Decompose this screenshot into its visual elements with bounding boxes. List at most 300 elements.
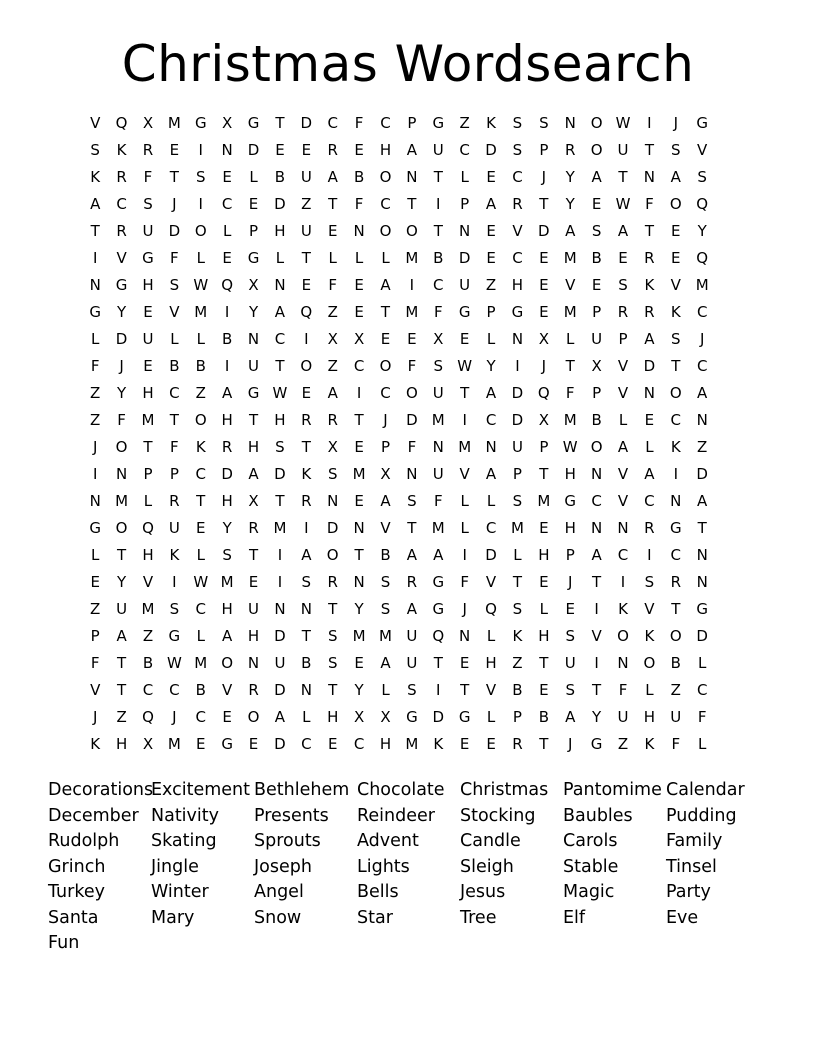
grid-letter: O: [326, 546, 339, 564]
grid-letter: D: [274, 735, 286, 753]
grid-letter: F: [90, 654, 100, 672]
grid-letter: M: [352, 627, 366, 645]
grid-letter: J: [92, 438, 98, 456]
grid-letter: S: [169, 600, 180, 618]
grid-letter: L: [196, 249, 205, 267]
grid-letter: U: [591, 330, 603, 348]
grid-letter: R: [248, 681, 259, 699]
grid-letter: X: [248, 276, 259, 294]
word-list-item: Christmas: [460, 780, 549, 800]
grid-letter: C: [512, 168, 523, 186]
grid-letter: C: [696, 303, 708, 321]
grid-letter: T: [196, 492, 206, 510]
grid-letter: Z: [116, 708, 127, 726]
grid-letter: H: [274, 411, 286, 429]
grid-letter: B: [591, 249, 602, 267]
grid-letter: F: [90, 357, 100, 375]
grid-letter: I: [673, 465, 678, 483]
grid-letter: A: [222, 384, 233, 402]
grid-letter: J: [172, 708, 177, 726]
grid-letter: T: [301, 438, 311, 456]
grid-letter: D: [643, 357, 656, 375]
grid-letter: T: [433, 168, 443, 186]
grid-letter: F: [354, 195, 364, 213]
grid-letter: G: [406, 708, 418, 726]
grid-letter: I: [356, 384, 362, 402]
grid-letter: J: [541, 357, 547, 375]
grid-letter: B: [353, 168, 365, 186]
grid-letter: Q: [432, 627, 445, 645]
grid-letter: H: [221, 600, 233, 618]
grid-letter: C: [353, 735, 365, 753]
grid-letter: O: [405, 222, 418, 240]
grid-letter: R: [116, 222, 127, 240]
word-list-item: Decorations: [48, 780, 154, 800]
grid-letter: Y: [565, 168, 575, 186]
grid-row: [82, 461, 742, 488]
grid-letter: V: [169, 303, 180, 321]
grid-letter: M: [167, 735, 181, 753]
grid-letter: S: [90, 141, 100, 159]
grid-letter: M: [141, 411, 155, 429]
grid-letter: R: [512, 195, 523, 213]
grid-letter: V: [617, 357, 629, 375]
grid-letter: T: [169, 168, 179, 186]
grid-letter: C: [696, 681, 708, 699]
grid-letter: Z: [90, 384, 101, 402]
grid-letter: R: [169, 492, 180, 510]
grid-letter: M: [405, 735, 419, 753]
grid-letter: L: [460, 168, 469, 186]
grid-letter: D: [696, 627, 708, 645]
word-list-item: Family: [666, 831, 723, 851]
grid-letter: V: [644, 600, 655, 618]
grid-letter: E: [591, 195, 602, 213]
grid-letter: B: [195, 681, 206, 699]
grid-letter: C: [221, 195, 233, 213]
grid-letter: A: [274, 708, 286, 726]
grid-letter: C: [327, 114, 338, 132]
grid-letter: G: [458, 708, 471, 726]
grid-letter: C: [433, 276, 444, 294]
grid-letter: Z: [90, 411, 101, 429]
grid-letter: T: [539, 465, 549, 483]
grid-row: [82, 137, 742, 164]
grid-letter: C: [274, 330, 286, 348]
grid-letter: I: [462, 411, 467, 429]
word-list-item: December: [48, 805, 139, 826]
grid-letter: I: [647, 546, 652, 564]
grid-letter: C: [169, 681, 180, 699]
grid-letter: I: [594, 600, 599, 618]
grid-letter: E: [354, 303, 364, 321]
grid-letter: I: [594, 654, 599, 672]
grid-letter: N: [696, 546, 708, 564]
word-list-item: Rudolph: [48, 831, 120, 851]
grid-letter: C: [301, 735, 312, 753]
grid-letter: Y: [354, 600, 364, 618]
grid-letter: T: [512, 573, 523, 591]
grid-letter: Q: [696, 195, 709, 213]
grid-letter: N: [247, 330, 260, 348]
grid-letter: R: [644, 519, 655, 537]
grid-letter: B: [274, 168, 286, 186]
grid-letter: G: [142, 249, 154, 267]
grid-letter: F: [143, 168, 153, 186]
grid-letter: S: [195, 168, 206, 186]
grid-letter: T: [328, 681, 338, 699]
grid-row: [82, 488, 742, 515]
grid-letter: R: [406, 573, 418, 591]
grid-letter: Q: [142, 708, 154, 726]
word-list-item: Stable: [563, 856, 619, 877]
grid-letter: N: [485, 438, 497, 456]
word-list-item: Chocolate: [357, 780, 445, 800]
grid-row: [82, 677, 742, 704]
grid-letter: D: [326, 519, 339, 537]
grid-letter: P: [380, 438, 391, 456]
grid-letter: O: [643, 654, 656, 672]
grid-letter: N: [696, 411, 708, 429]
grid-letter: X: [591, 357, 602, 375]
grid-letter: D: [696, 465, 708, 483]
grid-letter: T: [328, 195, 338, 213]
grid-letter: W: [615, 114, 631, 132]
grid-letter: A: [380, 492, 391, 510]
grid-letter: H: [485, 654, 497, 672]
grid-row: [82, 623, 742, 650]
grid-letter: M: [537, 492, 551, 510]
grid-letter: V: [459, 465, 470, 483]
grid-letter: I: [92, 465, 98, 483]
grid-letter: E: [459, 735, 470, 753]
grid-letter: S: [671, 141, 681, 159]
grid-letter: C: [696, 357, 708, 375]
grid-letter: N: [300, 681, 312, 699]
grid-letter: Y: [592, 708, 602, 726]
grid-letter: E: [327, 222, 338, 240]
grid-row: [82, 407, 742, 434]
grid-letter: G: [247, 384, 260, 402]
grid-letter: K: [486, 114, 496, 132]
grid-letter: W: [457, 357, 473, 375]
grid-letter: P: [169, 465, 179, 483]
grid-letter: T: [407, 519, 417, 537]
grid-letter: P: [592, 303, 602, 321]
grid-letter: U: [248, 600, 260, 618]
grid-letter: T: [354, 411, 364, 429]
grid-letter: M: [563, 411, 577, 429]
grid-letter: F: [433, 492, 443, 510]
grid-letter: H: [221, 492, 233, 510]
grid-letter: S: [327, 465, 338, 483]
grid-letter: H: [142, 546, 154, 564]
grid-letter: Z: [459, 114, 470, 132]
grid-letter: V: [591, 627, 602, 645]
grid-letter: D: [221, 465, 233, 483]
grid-letter: G: [696, 600, 708, 618]
grid-row: [82, 704, 742, 731]
grid-letter: Q: [142, 519, 154, 537]
grid-letter: A: [670, 168, 681, 186]
grid-letter: O: [300, 357, 313, 375]
grid-letter: C: [169, 384, 180, 402]
grid-letter: E: [354, 276, 364, 294]
grid-letter: D: [485, 141, 497, 159]
grid-letter: C: [195, 708, 206, 726]
grid-letter: S: [512, 114, 523, 132]
grid-letter: T: [618, 168, 628, 186]
grid-letter: A: [485, 195, 497, 213]
grid-letter: X: [353, 708, 365, 726]
grid-letter: C: [380, 195, 391, 213]
grid-letter: Y: [486, 357, 496, 375]
grid-letter: V: [142, 573, 154, 591]
grid-letter: F: [170, 438, 179, 456]
grid-letter: Z: [617, 735, 629, 753]
grid-row: [82, 515, 742, 542]
word-list-item: Calendar: [666, 780, 745, 800]
word-list-item: Pudding: [666, 805, 737, 826]
grid-letter: D: [432, 708, 445, 726]
grid-letter: V: [380, 519, 391, 537]
grid-letter: H: [247, 438, 260, 456]
grid-letter: L: [354, 249, 364, 267]
grid-letter: U: [116, 600, 128, 618]
grid-letter: M: [431, 411, 445, 429]
grid-letter: S: [512, 600, 523, 618]
grid-letter: Z: [670, 681, 681, 699]
grid-letter: H: [511, 276, 524, 294]
grid-letter: U: [617, 141, 629, 159]
grid-letter: T: [539, 195, 549, 213]
grid-letter: E: [327, 735, 338, 753]
grid-letter: T: [169, 411, 179, 429]
grid-letter: E: [222, 249, 232, 267]
grid-letter: M: [458, 438, 472, 456]
grid-row: [82, 569, 742, 596]
grid-letter: H: [221, 411, 233, 429]
grid-letter: N: [247, 654, 260, 672]
grid-letter: N: [274, 600, 286, 618]
grid-letter: E: [143, 357, 153, 375]
grid-letter: C: [644, 492, 655, 510]
grid-letter: L: [381, 681, 390, 699]
grid-letter: E: [407, 330, 417, 348]
grid-letter: P: [512, 465, 522, 483]
grid-letter: Q: [300, 303, 313, 321]
grid-letter: C: [617, 546, 629, 564]
grid-letter: X: [538, 330, 549, 348]
grid-letter: E: [539, 573, 549, 591]
grid-row: [82, 353, 742, 380]
grid-letter: H: [379, 141, 392, 159]
grid-letter: R: [327, 411, 338, 429]
grid-letter: R: [565, 141, 576, 159]
grid-letter: D: [115, 330, 128, 348]
grid-letter: H: [538, 627, 550, 645]
grid-letter: S: [275, 438, 285, 456]
grid-letter: R: [644, 249, 655, 267]
grid-letter: L: [486, 492, 496, 510]
grid-letter: N: [221, 141, 233, 159]
grid-letter: V: [90, 114, 101, 132]
grid-letter: K: [301, 465, 312, 483]
grid-letter: S: [301, 573, 312, 591]
grid-letter: L: [91, 330, 100, 348]
grid-row: [82, 650, 742, 677]
grid-letter: E: [671, 222, 681, 240]
grid-letter: X: [248, 492, 259, 510]
word-list-item: Advent: [357, 831, 419, 851]
grid-letter: U: [617, 708, 629, 726]
grid-letter: U: [432, 384, 444, 402]
grid-letter: E: [354, 438, 364, 456]
grid-letter: L: [460, 492, 469, 510]
grid-letter: Y: [117, 303, 127, 321]
word-list-item: Bethlehem: [254, 780, 350, 800]
grid-letter: S: [539, 114, 549, 132]
grid-letter: B: [142, 654, 154, 672]
grid-letter: F: [645, 195, 654, 213]
grid-letter: Z: [485, 276, 497, 294]
grid-letter: W: [615, 195, 631, 213]
word-list-item: Candle: [460, 831, 521, 851]
grid-letter: T: [644, 222, 654, 240]
grid-letter: D: [274, 195, 286, 213]
grid-letter: E: [301, 276, 312, 294]
grid-letter: M: [167, 114, 181, 132]
grid-letter: N: [459, 627, 471, 645]
grid-row: [82, 380, 742, 407]
grid-letter: V: [617, 384, 629, 402]
word-list-item: Stocking: [460, 805, 536, 826]
grid-letter: L: [170, 330, 179, 348]
grid-letter: J: [92, 708, 98, 726]
grid-letter: T: [697, 519, 707, 537]
word-list-item: Tree: [460, 907, 497, 928]
grid-letter: S: [169, 276, 180, 294]
word-list-item: Fun: [48, 933, 80, 953]
grid-letter: E: [486, 249, 496, 267]
grid-letter: F: [618, 681, 628, 699]
grid-letter: G: [432, 114, 445, 132]
grid-letter: K: [670, 303, 681, 321]
grid-letter: X: [142, 114, 154, 132]
grid-letter: A: [327, 168, 338, 186]
grid-letter: A: [591, 546, 602, 564]
grid-letter: L: [618, 411, 628, 429]
grid-letter: L: [249, 168, 258, 186]
grid-letter: N: [696, 573, 708, 591]
grid-letter: O: [247, 708, 260, 726]
grid-letter: O: [379, 357, 392, 375]
word-list-item: Excitement: [151, 780, 250, 800]
grid-letter: S: [618, 276, 628, 294]
grid-letter: C: [353, 357, 365, 375]
grid-letter: N: [617, 519, 629, 537]
grid-letter: O: [379, 168, 392, 186]
grid-letter: P: [618, 330, 628, 348]
grid-letter: I: [304, 519, 309, 537]
grid-letter: T: [592, 681, 602, 699]
grid-letter: N: [406, 465, 418, 483]
grid-letter: M: [510, 519, 524, 537]
grid-letter: Z: [142, 627, 154, 645]
grid-letter: C: [591, 492, 602, 510]
grid-letter: M: [194, 654, 208, 672]
word-list-item: Sleigh: [460, 856, 514, 877]
grid-letter: Y: [248, 303, 259, 321]
grid-letter: D: [511, 411, 524, 429]
grid-letter: P: [539, 141, 549, 159]
grid-letter: E: [301, 384, 312, 402]
word-list-item: Elf: [563, 907, 586, 928]
grid-letter: B: [591, 411, 602, 429]
grid-row: [82, 326, 742, 353]
grid-letter: F: [671, 735, 681, 753]
grid-letter: T: [407, 195, 417, 213]
grid-letter: E: [539, 303, 549, 321]
grid-letter: U: [432, 465, 444, 483]
grid-letter: F: [170, 249, 179, 267]
grid-letter: B: [538, 708, 549, 726]
grid-letter: Z: [327, 303, 338, 321]
grid-letter: G: [89, 303, 101, 321]
grid-letter: P: [486, 303, 496, 321]
grid-letter: S: [644, 573, 655, 591]
grid-letter: P: [539, 438, 549, 456]
grid-letter: W: [166, 654, 182, 672]
grid-letter: D: [300, 114, 313, 132]
grid-letter: M: [273, 519, 287, 537]
grid-letter: G: [89, 519, 101, 537]
grid-letter: T: [117, 654, 127, 672]
grid-letter: I: [515, 357, 520, 375]
grid-letter: Y: [117, 384, 127, 402]
grid-letter: E: [486, 168, 496, 186]
grid-letter: I: [224, 357, 230, 375]
grid-letter: K: [195, 438, 206, 456]
grid-letter: M: [563, 303, 577, 321]
grid-letter: H: [538, 546, 550, 564]
grid-letter: G: [511, 303, 524, 321]
grid-letter: C: [195, 600, 206, 618]
grid-letter: X: [327, 330, 338, 348]
grid-letter: J: [119, 357, 124, 375]
grid-letter: J: [568, 735, 573, 753]
grid-letter: I: [304, 330, 309, 348]
word-list-item: Jesus: [460, 882, 506, 902]
grid-letter: A: [485, 384, 497, 402]
grid-letter: E: [565, 600, 575, 618]
grid-letter: T: [433, 654, 443, 672]
word-list-item: Jingle: [151, 856, 199, 877]
grid-letter: D: [274, 627, 286, 645]
word-list: [48, 778, 788, 957]
grid-letter: V: [617, 492, 629, 510]
grid-letter: K: [116, 141, 127, 159]
grid-letter: Q: [221, 276, 234, 294]
grid-letter: S: [512, 141, 523, 159]
grid-letter: E: [539, 681, 549, 699]
grid-letter: T: [275, 114, 285, 132]
grid-letter: S: [697, 168, 707, 186]
grid-letter: O: [379, 222, 392, 240]
grid-letter: A: [222, 627, 233, 645]
grid-letter: A: [591, 168, 602, 186]
grid-letter: N: [643, 384, 656, 402]
